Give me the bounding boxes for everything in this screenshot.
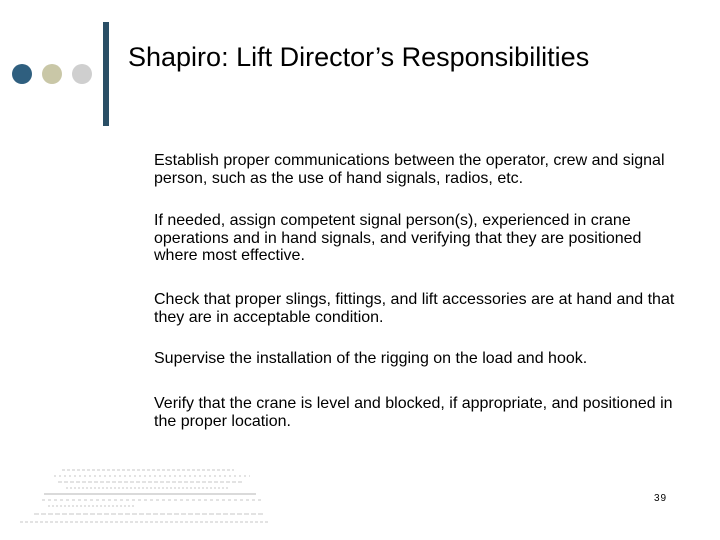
decorative-dot-blue <box>12 64 32 84</box>
slide-title: Shapiro: Lift Director’s Responsibilities <box>128 42 590 72</box>
faint-document-thumbnail <box>14 462 274 528</box>
bullet-item: Establish proper communications between the operator, crew and signal person, such as the use of hand signals, radios, etc. <box>154 152 665 187</box>
decorative-dot-tan <box>42 64 62 84</box>
title-divider-bar <box>103 22 109 126</box>
page-number: 39 <box>654 493 668 504</box>
decorative-dot-gray <box>72 64 92 84</box>
bullet-item: Supervise the installation of the rigging on the load and hook. <box>154 350 588 367</box>
bullet-item: Verify that the crane is level and blocked, if appropriate, and positioned in the proper location. <box>154 395 673 430</box>
bullet-item: If needed, assign competent signal person(s), experienced in crane operations and in hand signals, and verifying that they are positioned where most effective. <box>154 212 642 264</box>
bullet-item: Check that proper slings, fittings, and lift accessories are at hand and that they are in acceptable condition. <box>154 291 675 326</box>
